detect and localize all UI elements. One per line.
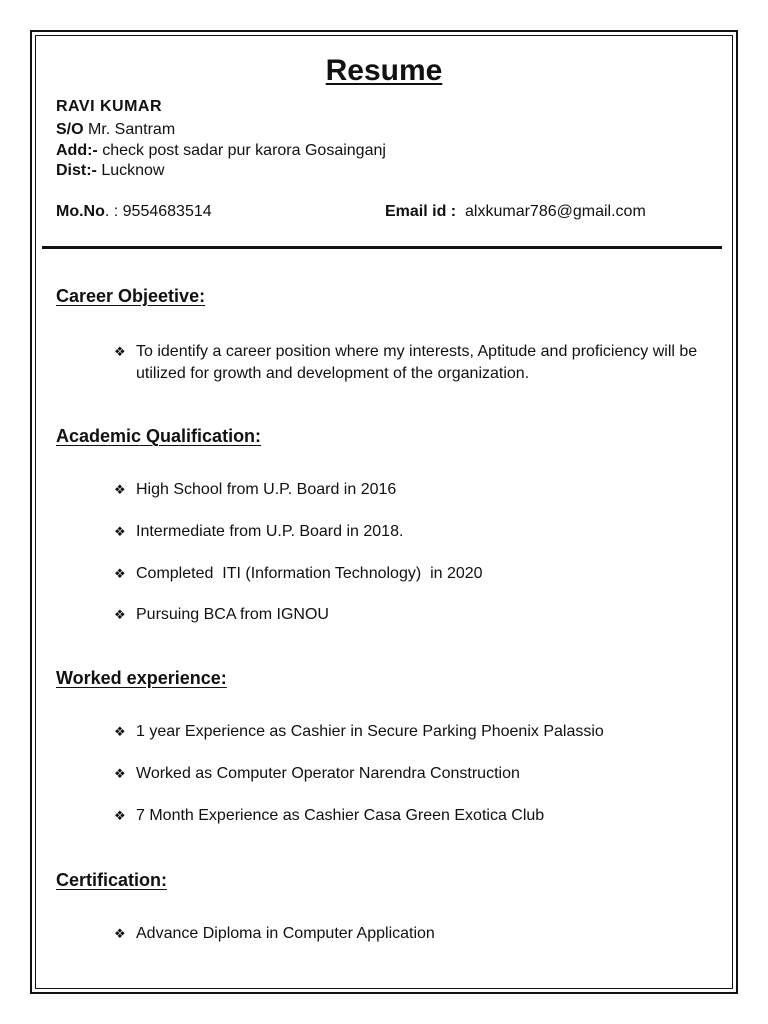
list-item xyxy=(114,563,734,585)
list-item xyxy=(114,604,734,626)
email-value: alxkumar786@gmail.com xyxy=(465,203,646,220)
mobile-value: . : 9554683514 xyxy=(104,203,212,220)
career-objective-text: To identify a career position where my interests, Aptitude and proficiency will be utilized for growth and development of the organization. xyxy=(136,343,698,382)
bullet-icon: ❖ xyxy=(114,808,126,823)
email-label: Email id : xyxy=(385,203,457,220)
academic-item: Intermediate from U.P. Board in 2018. xyxy=(136,523,404,540)
work-experience-heading: Worked experience: xyxy=(56,668,227,688)
district-line xyxy=(56,161,164,181)
address-value: check post sadar pur karora Gosainganj xyxy=(97,142,386,159)
list-item xyxy=(114,763,734,785)
experience-item: Worked as Computer Operator Narendra Construction xyxy=(136,765,520,782)
mobile-line xyxy=(56,202,212,222)
header-divider xyxy=(42,246,722,249)
academic-item: Completed ITI (Information Technology) in 2020 xyxy=(136,565,483,582)
bullet-icon: ❖ xyxy=(114,482,126,497)
certification-item: Advance Diploma in Computer Application xyxy=(136,925,435,942)
mobile-label: Mo.No xyxy=(56,203,105,220)
applicant-name: RAVI KUMAR xyxy=(56,98,163,115)
bullet-icon: ❖ xyxy=(114,344,126,359)
list-item xyxy=(114,805,734,827)
career-objective-heading: Career Objeetive: xyxy=(56,286,206,306)
academic-item: Pursuing BCA from IGNOU xyxy=(136,606,329,623)
bullet-icon: ❖ xyxy=(114,926,126,941)
academic-qualification-heading: Academic Qualification: xyxy=(56,426,262,446)
address-label: Add:- xyxy=(56,142,98,159)
bullet-icon: ❖ xyxy=(114,566,126,581)
bullet-icon: ❖ xyxy=(114,524,126,539)
bullet-icon: ❖ xyxy=(114,724,126,739)
parent-line xyxy=(56,120,175,140)
parent-label: S/O xyxy=(56,121,84,138)
experience-item: 7 Month Experience as Cashier Casa Green Exotica Club xyxy=(136,807,545,824)
experience-item: 1 year Experience as Cashier in Secure Parking Phoenix Palassio xyxy=(136,723,604,740)
list-item xyxy=(114,479,734,501)
resume-title: Resume xyxy=(325,54,443,87)
parent-value: Mr. Santram xyxy=(83,121,176,138)
address-line xyxy=(56,141,386,161)
certification-heading: Certification: xyxy=(56,870,168,890)
email-line xyxy=(385,202,646,222)
list-item xyxy=(114,341,734,385)
list-item xyxy=(114,521,734,543)
district-label: Dist:- xyxy=(56,162,97,179)
bullet-icon: ❖ xyxy=(114,766,126,781)
academic-item: High School from U.P. Board in 2016 xyxy=(136,481,397,498)
district-value: Lucknow xyxy=(96,162,165,179)
bullet-icon: ❖ xyxy=(114,607,126,622)
list-item xyxy=(114,721,734,743)
list-item xyxy=(114,923,734,945)
